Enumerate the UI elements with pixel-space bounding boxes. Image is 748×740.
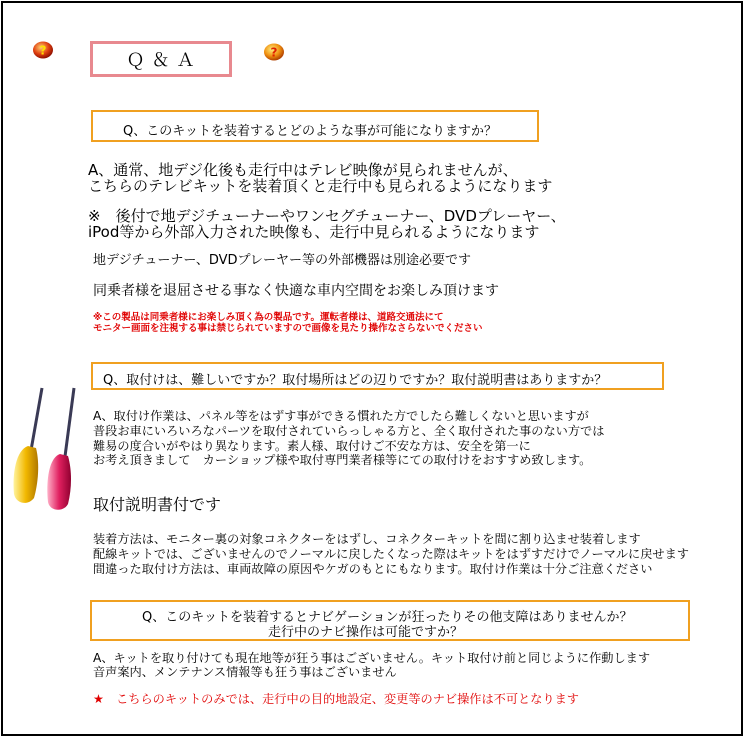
answer-line: A、取付け作業は、パネル等をはずす事ができる慣れた方でしたら難しくないと思いますが — [93, 409, 589, 423]
question-text: 走行中のナビ操作は可能ですか？ — [268, 625, 464, 640]
manual-heading: 取付説明書付です — [93, 495, 222, 514]
method-line: 間違った取付け方法は、車両故障の原因やケガのもとにもなります。取付け作業は十分ご注意ください — [93, 562, 653, 576]
question-text: Q、このキットを装着するとナビゲーションが狂ったりその他支障はありませんか？ — [142, 610, 633, 625]
question-ball-icon — [262, 42, 286, 62]
svg-text:?: ? — [39, 43, 47, 58]
question-box-2 — [91, 362, 664, 390]
info-line: 地デジチューナー、DVDプレーヤー等の外部機器は別途必要です — [93, 253, 471, 268]
screwdrivers-icon — [8, 384, 84, 512]
note-line: ※ 後付で地デジチューナーやワンセグチューナー、DVDプレーヤー、 — [88, 207, 566, 225]
page-title: Ｑ＆Ａ — [90, 41, 232, 77]
answer-line: 難易の度合いがやはり異なります。素人様、取付けご不安な方は、安全を第一に — [93, 439, 531, 453]
answer-line: 普段お車にいろいろなパーツを取付されていらっしゃる方と、全く取付された事のない方では — [93, 424, 605, 438]
warning-line: モニター画面を注視する事は禁じられていますので画像を見たり操作なさらないでください — [93, 323, 483, 334]
note-line: iPod等から外部入力された映像も、走行中見られるようになります — [88, 223, 540, 241]
warning-line: ★ こちらのキットのみでは、走行中の目的地設定、変更等のナビ操作は不可となります — [93, 692, 579, 706]
question-ball-icon — [31, 40, 55, 60]
question-text: Q、このキットを装着するとどのような事が可能になりますか？ — [123, 124, 497, 139]
answer-line: A、キットを取り付けても現在地等が狂う事はございません。キット取付け前と同じように作動します — [93, 651, 651, 665]
question-text: Q、取付けは、難しいですか？取付場所はどの辺りですか？取付説明書はありますか？ — [103, 373, 608, 388]
method-line: 配線キットでは、ございませんのでノーマルに戻したくなった際はキットをはずすだけでノーマルに戻せます — [93, 547, 689, 561]
question-box-1 — [91, 110, 539, 142]
answer-line: A、通常、地デジ化後も走行中はテレビ映像が見られませんが、 — [88, 161, 518, 179]
answer-line: 音声案内、メンテナンス情報等も狂う事はございません — [93, 665, 397, 679]
warning-line: ※この製品は同乗者様にお楽しみ頂く為の製品です。運転者様は、道路交通法にて — [93, 312, 444, 323]
svg-text:?: ? — [270, 45, 278, 60]
answer-line: こちらのテレビキットを装着頂くと走行中も見られるようになります — [88, 177, 553, 195]
info-line: 同乗者様を退屈させる事なく快適な車内空間をお楽しみ頂けます — [93, 283, 499, 299]
method-line: 装着方法は、モニター裏の対象コネクターをはずし、コネクターキットを間に割り込ませ装着します — [93, 532, 641, 546]
answer-line: お考え頂きまして カーショップ様や取付専門業者様等にての取付けをおすすめ致します。 — [93, 453, 592, 467]
question-box-3 — [90, 600, 690, 641]
